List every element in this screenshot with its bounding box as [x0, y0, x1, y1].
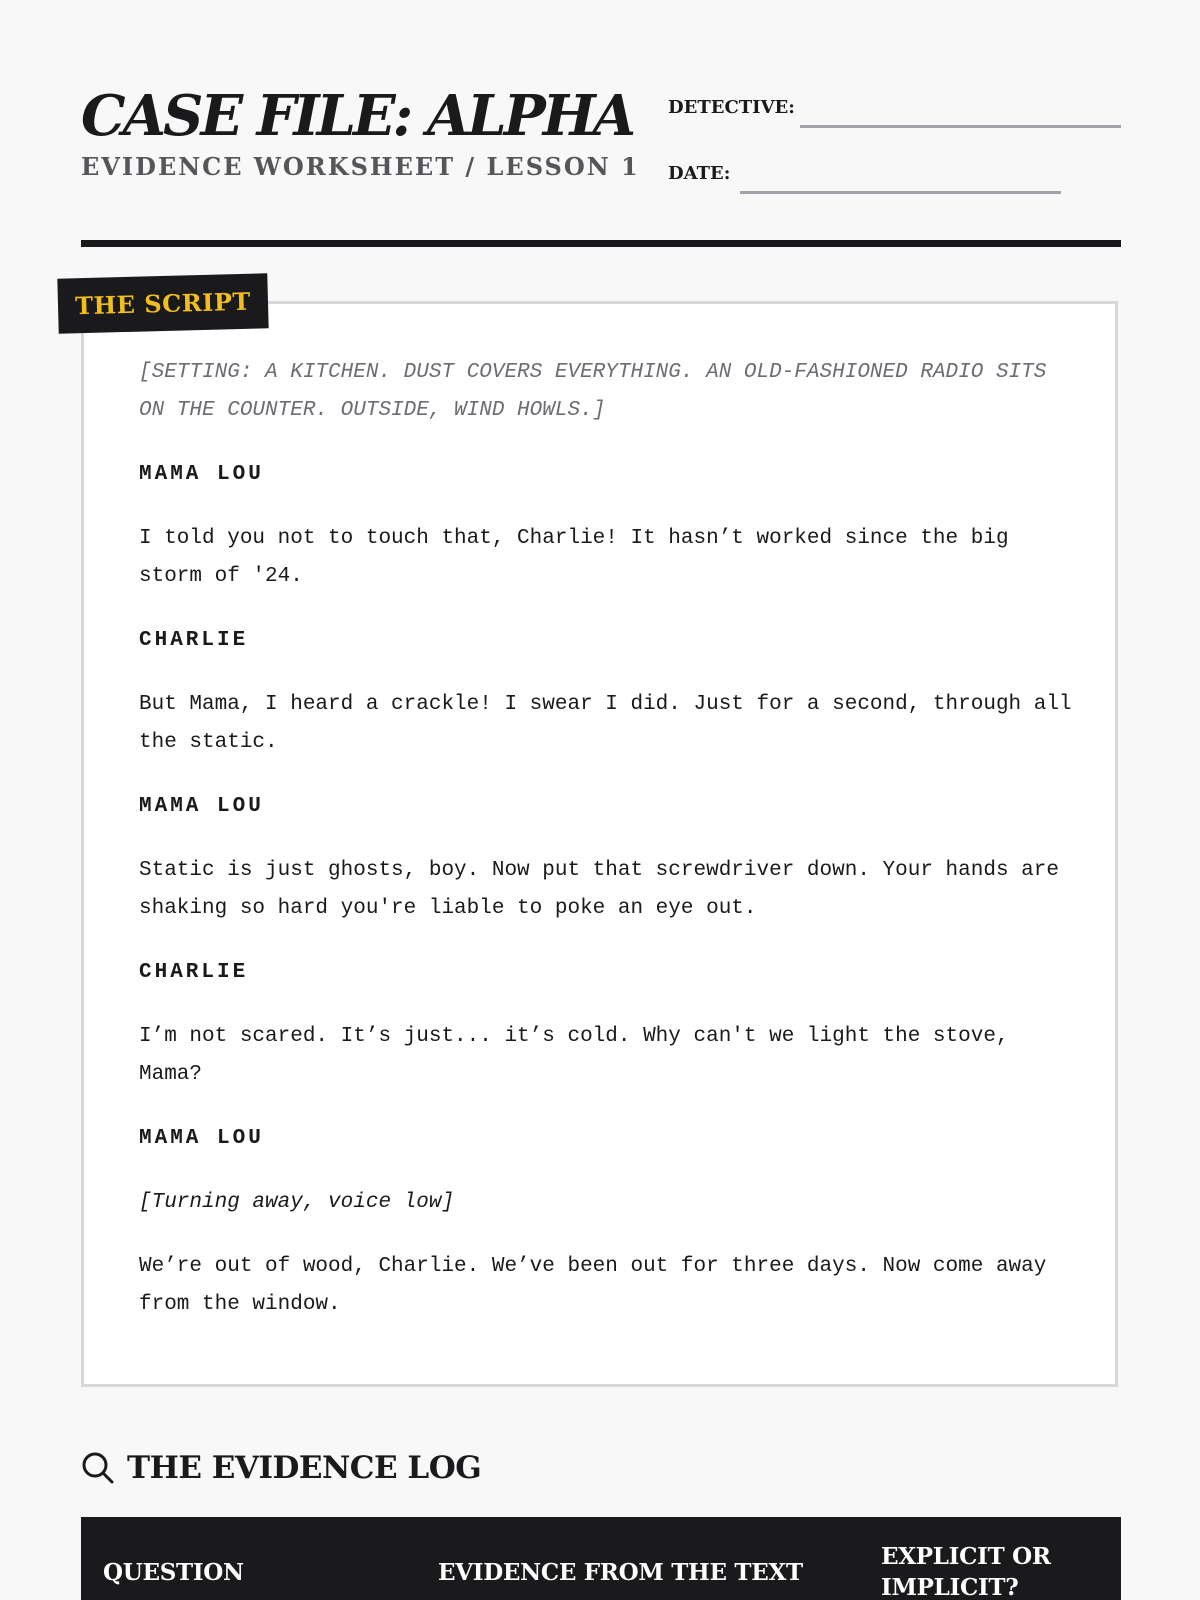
dialogue-line: But Mama, I heard a crackle! I swear I did. Just for a second, through all the static.: [139, 693, 1085, 754]
column-header-evidence: EVIDENCE FROM THE TEXT: [438, 1559, 803, 1586]
speaker-name: CHARLIE: [139, 629, 249, 652]
column-header-question: QUESTION: [103, 1559, 244, 1586]
speaker-name: MAMA LOU: [139, 795, 264, 818]
date-label: DATE:: [668, 163, 731, 184]
dialogue-line: We’re out of wood, Charlie. We’ve been out for three days. Now come away from the window.: [139, 1255, 1059, 1316]
evidence-log-heading: [81, 1443, 481, 1493]
dialogue-line: Static is just ghosts, boy. Now put that screwdriver down. Your hands are shaking so hard you're liable to poke an eye out.: [139, 859, 1072, 920]
evidence-table-header: [81, 1517, 1121, 1600]
search-icon: [81, 1451, 115, 1485]
detective-field: [668, 92, 1121, 128]
worksheet-header: [81, 84, 1121, 204]
column-header-explicit-implicit: EXPLICIT OR IMPLICIT?: [881, 1543, 1051, 1600]
date-input[interactable]: [740, 191, 1061, 194]
stage-direction: [SETTING: A KITCHEN. DUST COVERS EVERYTHING. AN OLD-FASHIONED RADIO SITS ON THE COUNTER. OUTSIDE, WIND HOWLS.]: [139, 361, 1059, 422]
script-tag-label: THE SCRIPT: [74, 286, 252, 321]
detective-label: DETECTIVE:: [668, 97, 795, 118]
script-box: [81, 301, 1118, 1387]
detective-input[interactable]: [800, 125, 1121, 128]
evidence-log-title: THE EVIDENCE LOG: [127, 1450, 482, 1486]
speaker-name: MAMA LOU: [139, 1127, 264, 1150]
script-tag: [57, 273, 268, 333]
speaker-name: MAMA LOU: [139, 463, 264, 486]
date-field: [668, 158, 1061, 194]
script-content: [139, 354, 1085, 1350]
speaker-name: CHARLIE: [139, 961, 249, 984]
parenthetical: [Turning away, voice low]: [139, 1191, 455, 1214]
page-subtitle: EVIDENCE WORKSHEET / LESSON 1: [81, 152, 640, 181]
header-divider: [81, 240, 1121, 247]
dialogue-line: I told you not to touch that, Charlie! It hasn’t worked since the big storm of '24.: [139, 527, 1022, 588]
dialogue-line: I’m not scared. It’s just... it’s cold. Why can't we light the stove, Mama?: [139, 1025, 1022, 1086]
page-title: CASE FILE: ALPHA: [81, 83, 634, 149]
